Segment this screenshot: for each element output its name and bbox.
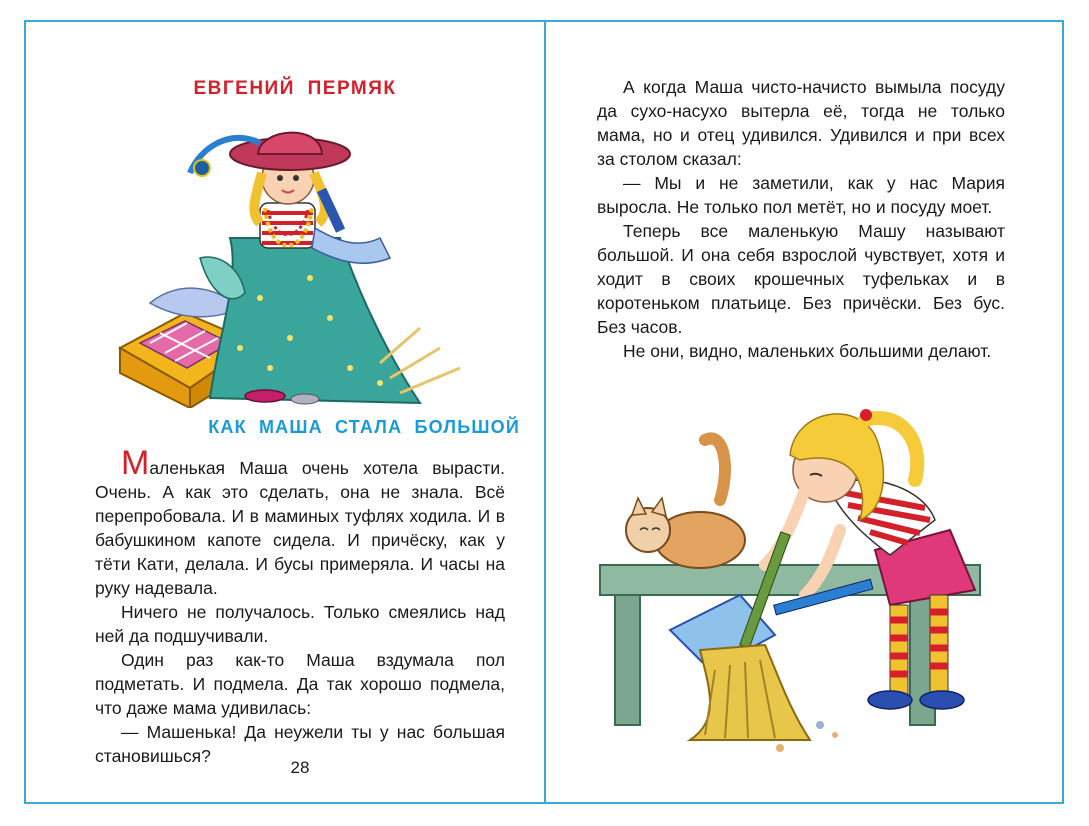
illustration-girl-sweeping xyxy=(590,380,1000,760)
paragraph-1-text: аленькая Маша очень хотела вырасти. Очень. А как это сделать, она не знала. Всё перепробовала. И в маминых туфлях ходила. И в бабушкином капоте сидела. И причёску, как у тёти Кати, делала. И бусы примеряла. И часы на руку надевала. xyxy=(95,458,505,598)
paragraph-1 xyxy=(95,444,505,600)
paragraph-5: А когда Маша чисто-начисто вымыла посуду да сухо-насухо вытерла её, тогда не только мама, но и отец удивился. Удивился и при всех за столом сказал: xyxy=(597,77,1005,169)
paragraph-2: Ничего не получалось. Только смеялись над ней да подшучивали. xyxy=(95,602,505,646)
page-number: 28 xyxy=(290,758,310,777)
paragraph-4: — Машенька! Да неужели ты у нас большая становишься? xyxy=(95,722,505,766)
story-title: КАК МАША СТАЛА БОЛЬШОЙ xyxy=(208,417,520,437)
paragraph-6: — Мы и не заметили, как у нас Мария выросла. Не только пол метёт, но и посуду моет. xyxy=(597,173,1005,217)
paragraph-3: Один раз как-то Маша вздумала пол подметать. И подмела. Да так хорошо подмела, что даже мама удивилась: xyxy=(95,650,505,718)
paragraph-8: Не они, видно, маленьких большими делают. xyxy=(623,341,992,361)
drop-cap: М xyxy=(121,444,150,482)
author-name: ЕВГЕНИЙ ПЕРМЯК xyxy=(193,78,397,99)
left-column-text xyxy=(95,444,505,768)
paragraph-7: Теперь все маленькую Машу называют большой. И она себя взрослой чувствует, хотя и ходит в своих крошечных туфельках и в коротеньком платьице. Без причёски. Без бус. Без часов. xyxy=(597,221,1005,337)
illustration-girl-dressing-up xyxy=(90,118,470,408)
right-column-text xyxy=(597,75,1005,363)
page-gutter xyxy=(544,20,546,804)
